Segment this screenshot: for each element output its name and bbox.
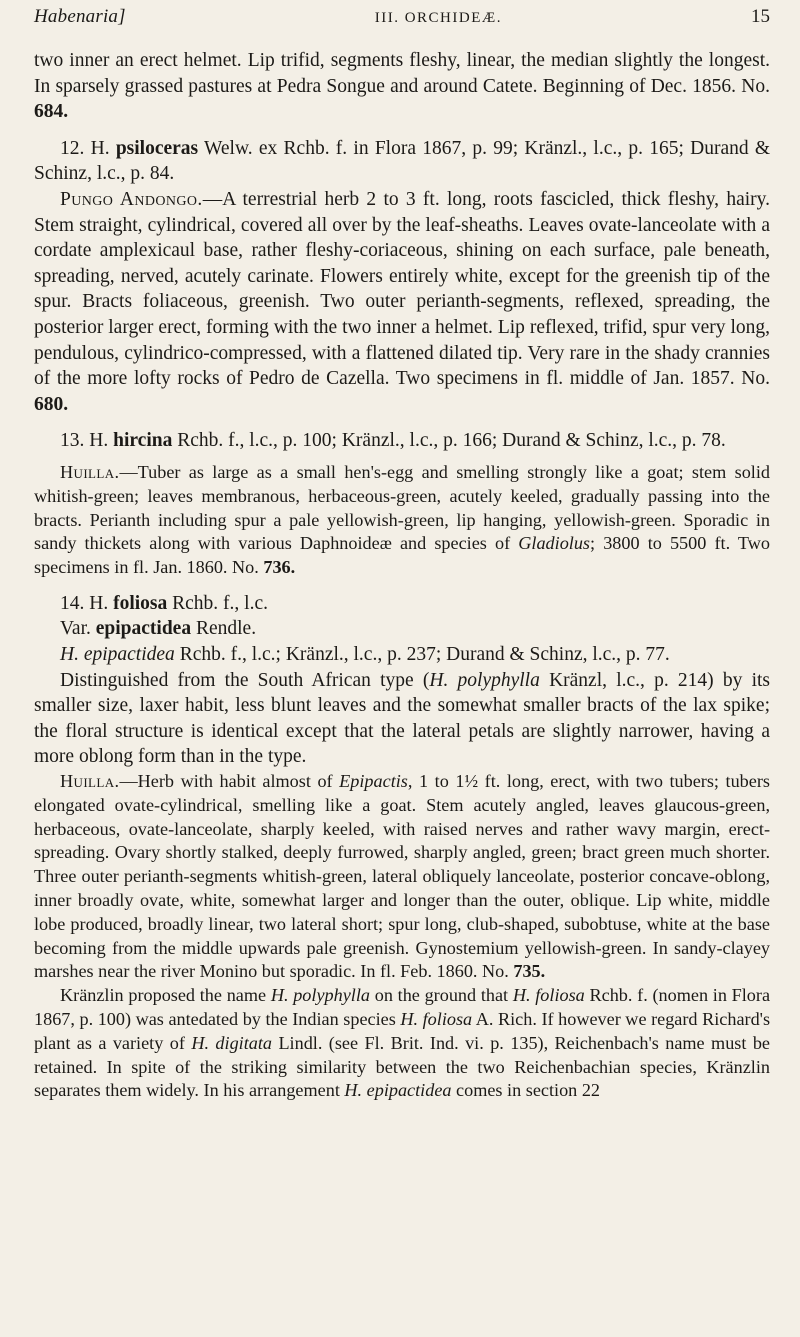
- species-name: H. digitata: [191, 1032, 273, 1053]
- synonym-line: [34, 642, 770, 668]
- note-text: Rchb. f. (nomen in Flora 1867, p. 100) was antedated by the Indian species: [34, 985, 771, 1030]
- species-name: H. foliosa: [400, 1009, 473, 1030]
- paragraph-text: two inner an erect helmet. Lip trifid, segments fleshy, linear, the median slightly the longest. In sparsely grassed pastures at Pedra Songue and around Catete. Beginning of Dec. 1856. No.: [34, 50, 770, 97]
- specimen-number: 735.: [513, 961, 546, 982]
- citation: Welw. ex Rchb. f. in Flora 1867, p. 99; Kränzl., l.c., p. 165; Durand & Schinz, l.c., p. 84.: [34, 137, 770, 185]
- species-name: hircina: [113, 430, 173, 452]
- species-name: H. polyphylla: [270, 985, 370, 1006]
- note-text: Kränzl, l.c., p. 214) by its smaller size, laxer habit, less blunt leaves and the somewhat smaller bracts of the lax spike; the floral structure is identical except that the lateral petals are slightly narrower, having a more oblong form than in the type.: [34, 669, 771, 768]
- species-name: foliosa: [113, 592, 168, 614]
- locality: Huilla.: [60, 771, 120, 792]
- running-head: [34, 6, 770, 36]
- species-entry-12: [34, 136, 770, 187]
- species-name: H. foliosa: [512, 985, 585, 1006]
- distinguishing-note: [34, 668, 770, 770]
- specimen-number: 684.: [34, 101, 69, 123]
- continued-paragraph: [34, 48, 770, 125]
- citation: Rchb. f., l.c.: [172, 592, 268, 614]
- species-name: H. epipactidea: [344, 1080, 452, 1101]
- description: , 1 to 1½ ft. long, erect, with two tubers; tubers elongated ovate-cylindrical, smelling like a goat. Stem acutely angled, leaves glaucous-green, herbaceous, ovate-lanceolate, sharply keeled, with raised nerves and rather wavy margin, erect-spreading. Ovary shortly stalked, deeply furrowed, sharply angled, green; bract green much shorter. Three outer perianth-segments whitish-green, lateral obliquely lanceolate, posterior concave-oblong, inner broadly ovate, white, somewhat larger and longer than the outer, oblique. Lip white, middle lobe produced, broadly linear, two lateral short; spur long, club-shaped, subobtuse, white at the base becoming from the middle upwards pale greenish. Gynostemium yellowish-green. In sandy-clayey marshes near the river Monino but sporadic. In fl. Feb. 1860. No.: [34, 771, 770, 982]
- note-text: Lindl. (see Fl. Brit. Ind. vi. p. 135), Reichenbach's name must be retained. In spite of the striking similarity between the two Reichenbachian species, Kränzlin separates them widely. In his arrangement: [34, 1032, 770, 1101]
- synonym-name: H. epipactidea: [60, 644, 175, 666]
- variety-authority: Rendle.: [195, 618, 257, 640]
- citation: Rchb. f., l.c., p. 100; Kränzl., l.c., p. 166; Durand & Schinz, l.c., p. 78.: [177, 430, 726, 452]
- species-description-13: [34, 461, 770, 580]
- species-name: H. polyphylla: [429, 669, 540, 691]
- description: —Tuber as large as a small hen's-egg and smelling strongly like a goat; stem solid whitish-green; leaves membranous, herbaceous-green, acutely keeled, gradually passing into the bracts. Perianth including spur a pale yellowish-green, lip hanging, yellowish-green. Sporadic in sandy thickets along with various Daphnoideæ and species of: [34, 461, 770, 554]
- running-head-section: III. ORCHIDEÆ.: [374, 10, 502, 26]
- species-entry-13: [34, 428, 770, 454]
- kranzlin-note: [34, 984, 770, 1103]
- entry-number: 14. H.: [60, 592, 109, 614]
- species-description-14: [34, 770, 770, 984]
- specimen-number: 736.: [263, 557, 296, 578]
- genus-name: Gladiolus: [518, 533, 591, 554]
- locality: Pungo Andongo.: [60, 188, 203, 210]
- species-description-12: [34, 187, 770, 417]
- variety-heading: [34, 616, 770, 642]
- note-text: Kränzlin proposed the name: [60, 985, 267, 1006]
- entry-number: 12. H.: [60, 137, 110, 159]
- note-text: on the ground that: [374, 985, 509, 1006]
- body-text: [34, 48, 770, 1103]
- description: —Herb with habit almost of: [119, 771, 333, 792]
- note-text: comes in section 22: [456, 1080, 601, 1101]
- description: ; 3800 to 5500 ft. Two specimens in fl. Jan. 1860. No.: [34, 533, 770, 578]
- note-text: A. Rich. If however we regard Richard's plant as a variety of: [34, 1009, 771, 1053]
- description: —A terrestrial herb 2 to 3 ft. long, roots fascicled, thick fleshy, hairy. Stem straight, cylindrical, covered all over by the leaf-sheaths. Leaves ovate-lanceolate with a cordate amplexicaul base, rather fleshy-coriaceous, shining on each surface, pale beneath, spreading, nerved, acutely carinate. Flowers entirely white, except for the greenish tip of the spur. Bracts foliaceous, greenish. Two outer perianth-segments, reflexed, spreading, the posterior larger erect, forming with the two inner a helmet. Lip reflexed, trifid, spur very long, pendulous, cylindrico-compressed, with a flattened dilated tip. Very rare in the shady crannies of the more lofty rocks of Pedro de Cazella. Two specimens in fl. middle of Jan. 1857. No.: [34, 188, 770, 390]
- running-head-genus: Habenaria]: [34, 6, 126, 27]
- species-name: psiloceras: [115, 137, 199, 159]
- citation: Rchb. f., l.c.; Kränzl., l.c., p. 237; Durand & Schinz, l.c., p. 77.: [179, 644, 670, 666]
- variety-label: Var.: [60, 618, 91, 640]
- note-text: Distinguished from the South African type (: [60, 669, 430, 691]
- genus-name: Epipactis: [339, 771, 408, 792]
- locality: Huilla.: [60, 461, 120, 482]
- entry-number: 13. H.: [60, 430, 109, 452]
- page-number: 15: [750, 6, 770, 27]
- variety-name: epipactidea: [95, 618, 192, 640]
- species-entry-14: [34, 591, 770, 617]
- specimen-number: 680.: [34, 393, 69, 415]
